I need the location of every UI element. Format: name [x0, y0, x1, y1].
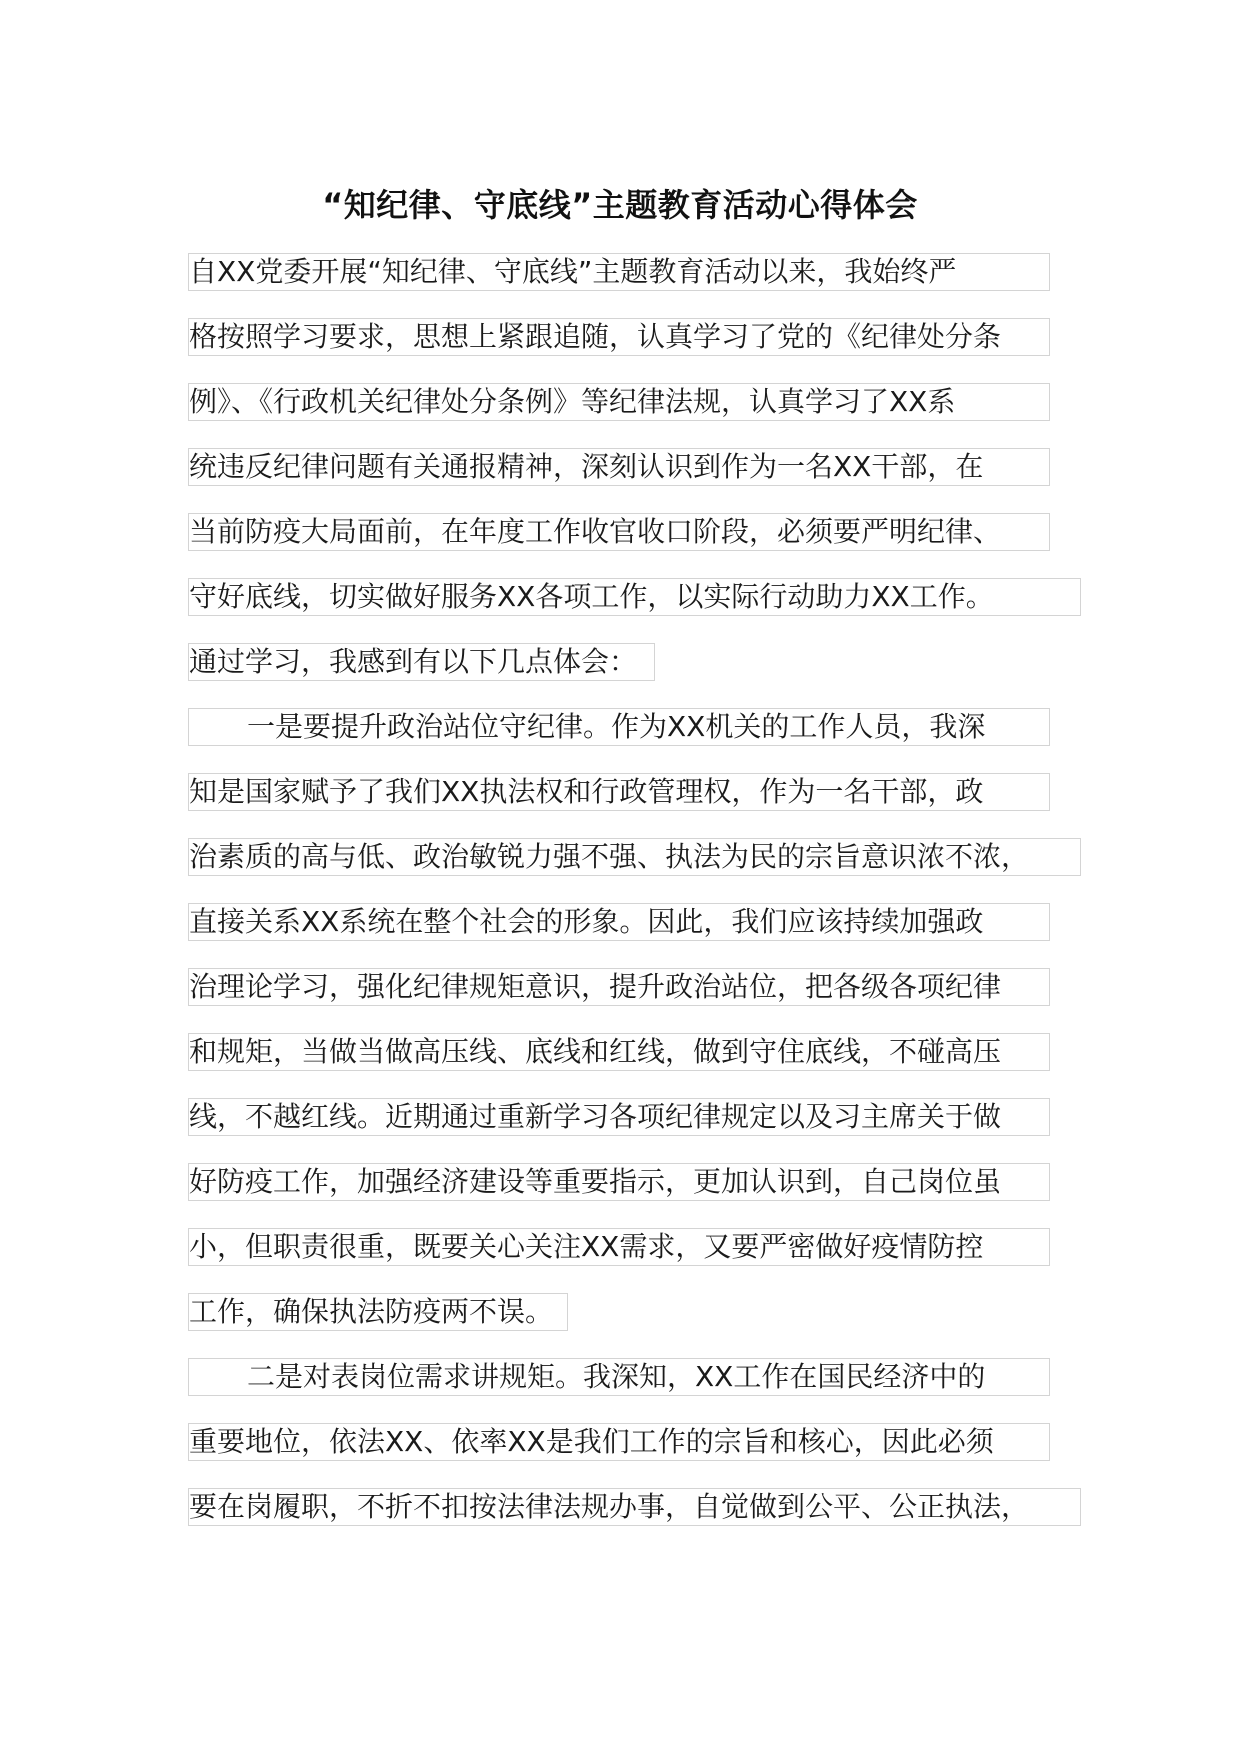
line-text: 二是对表岗位需求讲规矩。我深知，XX工作在国民经济中的	[247, 1360, 986, 1393]
text-line	[188, 903, 1088, 968]
text-line	[188, 513, 1088, 578]
text-line	[188, 448, 1088, 513]
document-body	[188, 253, 1088, 1553]
line-text: 要在岗履职，不折不扣按法律法规办事，自觉做到公平、公正执法，	[189, 1490, 1030, 1523]
text-line	[188, 1358, 1088, 1423]
text-line	[188, 1098, 1088, 1163]
line-text: 工作，确保执法防疫两不误。	[189, 1295, 554, 1328]
line-text: 和规矩，当做当做高压线、底线和红线，做到守住底线，不碰高压	[189, 1035, 1002, 1068]
text-line	[188, 253, 1088, 318]
text-line	[188, 773, 1088, 838]
line-text: 一是要提升政治站位守纪律。作为XX机关的工作人员，我深	[247, 710, 986, 743]
text-line	[188, 318, 1088, 383]
text-line	[188, 968, 1088, 1033]
line-text: 小，但职责很重，既要关心关注XX需求，又要严密做好疫情防控	[189, 1230, 984, 1263]
text-line	[188, 643, 1088, 708]
line-text: 好防疫工作，加强经济建设等重要指示，更加认识到，自己岗位虽	[189, 1165, 1002, 1198]
line-text: 例》、《行政机关纪律处分条例》等纪律法规，认真学习了XX系	[189, 385, 956, 418]
line-text: 线，不越红线。近期通过重新学习各项纪律规定以及习主席关于做	[189, 1100, 1002, 1133]
line-text: 自XX党委开展“知纪律、守底线”主题教育活动以来，我始终严	[189, 255, 957, 288]
document-title: “知纪律、守底线”主题教育活动心得体会	[322, 186, 918, 224]
line-text: 直接关系XX系统在整个社会的形象。因此，我们应该持续加强政	[189, 905, 984, 938]
line-text: 通过学习，我感到有以下几点体会：	[189, 645, 638, 678]
text-line	[188, 1228, 1088, 1293]
line-text: 治理论学习，强化纪律规矩意识，提升政治站位，把各级各项纪律	[189, 970, 1002, 1003]
text-line	[188, 578, 1088, 643]
line-text: 知是国家赋予了我们XX执法权和行政管理权，作为一名干部，政	[189, 775, 984, 808]
text-line	[188, 383, 1088, 448]
line-text: 守好底线，切实做好服务XX各项工作，以实际行动助力XX工作。	[189, 580, 994, 613]
text-line	[188, 1033, 1088, 1098]
text-line	[188, 1423, 1088, 1488]
line-text: 统违反纪律问题有关通报精神，深刻认识到作为一名XX干部，在	[189, 450, 984, 483]
text-line	[188, 1488, 1088, 1553]
line-text: 治素质的高与低、政治敏锐力强不强、执法为民的宗旨意识浓不浓，	[189, 840, 1030, 873]
text-line	[188, 708, 1088, 773]
line-text: 当前防疫大局面前，在年度工作收官收口阶段，必须要严明纪律、	[189, 515, 1002, 548]
text-line	[188, 1293, 1088, 1358]
text-line	[188, 1163, 1088, 1228]
line-text: 格按照学习要求，思想上紧跟追随，认真学习了党的《纪律处分条	[189, 320, 1002, 353]
text-line	[188, 838, 1088, 903]
line-text: 重要地位，依法XX、依率XX是我们工作的宗旨和核心，因此必须	[189, 1425, 994, 1458]
